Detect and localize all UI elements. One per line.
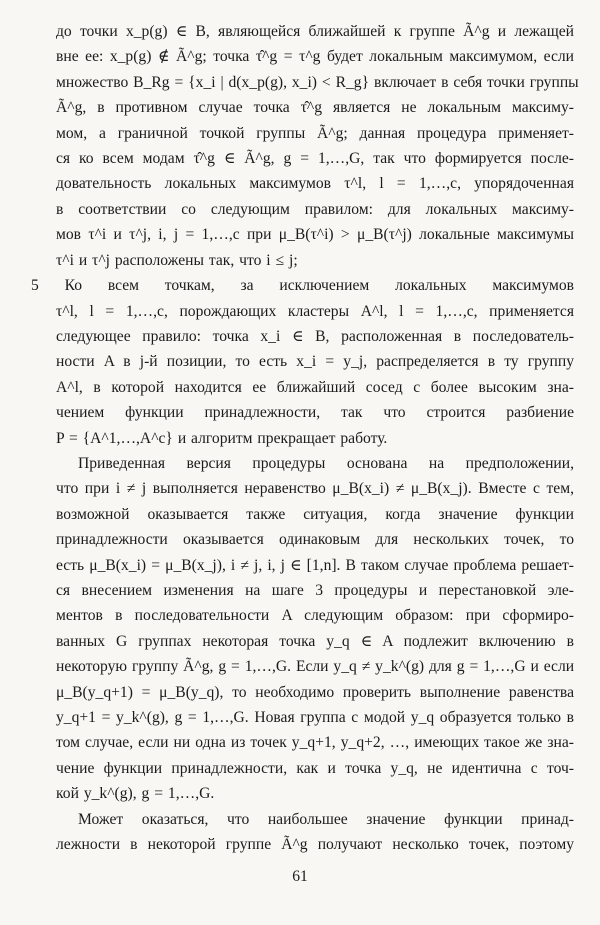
- list-item-number-line: 5 Ко всем точкам, за исключением локальных максимумов: [31, 277, 574, 295]
- text-line: довательность локальных максимумов τ^l, l = 1,…,c, упорядоченная: [56, 175, 574, 193]
- text-line: некоторую группу Ã^g, g = 1,…,G. Если y_q ≠ y_k^(g) для g = 1,…,G и если: [56, 658, 575, 676]
- text-line: ванных G группах некоторая точка y_q ∈ A подлежит включению в: [56, 632, 574, 650]
- text-line: следующее правило: точка x_i ∈ B, расположенная в последователь-: [56, 327, 574, 345]
- text-line: A^l, в которой находится ее ближайший сосед с более высоким зна-: [56, 378, 574, 396]
- text-line: P = {A^1,…,A^c} и алгоритм прекращает работу.: [56, 429, 388, 447]
- text-line: принадлежности оказывается одинаковым для нескольких точек, то: [56, 531, 574, 549]
- text-line: чение функции принадлежности, как и точка y_q, не идентична с точ-: [56, 759, 574, 777]
- text-line: лежности в некоторой группе Ã^g получают несколько точек, поэтому: [56, 836, 574, 853]
- text-line: возможной оказывается также ситуация, когда значение функции: [56, 505, 574, 523]
- page-number: 61: [292, 868, 308, 885]
- text-line: кой y_k^(g), g = 1,…,G.: [56, 785, 215, 803]
- text-line: ся ко всем модам τ̂^g ∈ Ã^g, g = 1,…,G, так что формируется после-: [56, 150, 574, 167]
- text-line: ся внесением изменения на шаге 3 процедуры и перестановкой эле-: [56, 581, 574, 599]
- text-line: множество B_Rg = {x_i | d(x_p(g), x_i) < R_g} включает в себя точки группы: [56, 73, 579, 91]
- text-line: Ã^g, в противном случае точка τ̂^g является не локальным максиму-: [56, 99, 574, 117]
- text-line: μ_B(y_q+1) = μ_B(y_q), то необходимо проверить выполнение равенства: [56, 683, 574, 701]
- text-line: чением функции принадлежности, так что строится разбиение: [56, 404, 574, 422]
- text-line: есть μ_B(x_i) = μ_B(x_j), i ≠ j, i, j ∈ [1,n]. В таком случае проблема решает-: [56, 556, 574, 574]
- text-line: до точки x_p(g) ∈ B, являющейся ближайшей к группе Ã^g и лежащей: [56, 23, 574, 40]
- text-line: мом, а граничной точкой группы Ã^g; данная процедура применяет-: [56, 124, 574, 142]
- text-line: y_q+1 = y_k^(g), g = 1,…,G. Новая группа с модой y_q образуется только в: [56, 709, 574, 726]
- paragraph-start-line: Может оказаться, что наибольшее значение функции принад-: [78, 810, 574, 828]
- text-line: вне ее: x_p(g) ∉ Ã^g; точка τ̂^g = τ^g будет локальным максимумом, если: [56, 48, 574, 66]
- text-line: что при i ≠ j выполняется неравенство μ_B(x_i) ≠ μ_B(x_j). Вместе с тем,: [56, 480, 574, 498]
- text-line: том случае, если ни одна из точек y_q+1, y_q+2, …, имеющих такое же зна-: [56, 734, 574, 752]
- text-line: мов τ^i и τ^j, i, j = 1,…,c при μ_B(τ^i) > μ_B(τ^j) локальные максимумы: [56, 226, 574, 244]
- text-line: в соответствии со следующим правилом: для локальных максиму-: [56, 200, 574, 218]
- text-line: τ^i и τ^j расположены так, что i ≤ j;: [56, 251, 298, 269]
- text-line: τ^l, l = 1,…,c, порождающих кластеры A^l, l = 1,…,c, применяется: [56, 302, 574, 320]
- text-line: ности A в j-й позиции, то есть x_i = y_j, распределяется в ту группу: [56, 353, 574, 371]
- text-line: ментов в последовательности A следующим образом: при сформиро-: [56, 607, 574, 625]
- paragraph-start-line: Приведенная версия процедуры основана на предположении,: [78, 454, 574, 472]
